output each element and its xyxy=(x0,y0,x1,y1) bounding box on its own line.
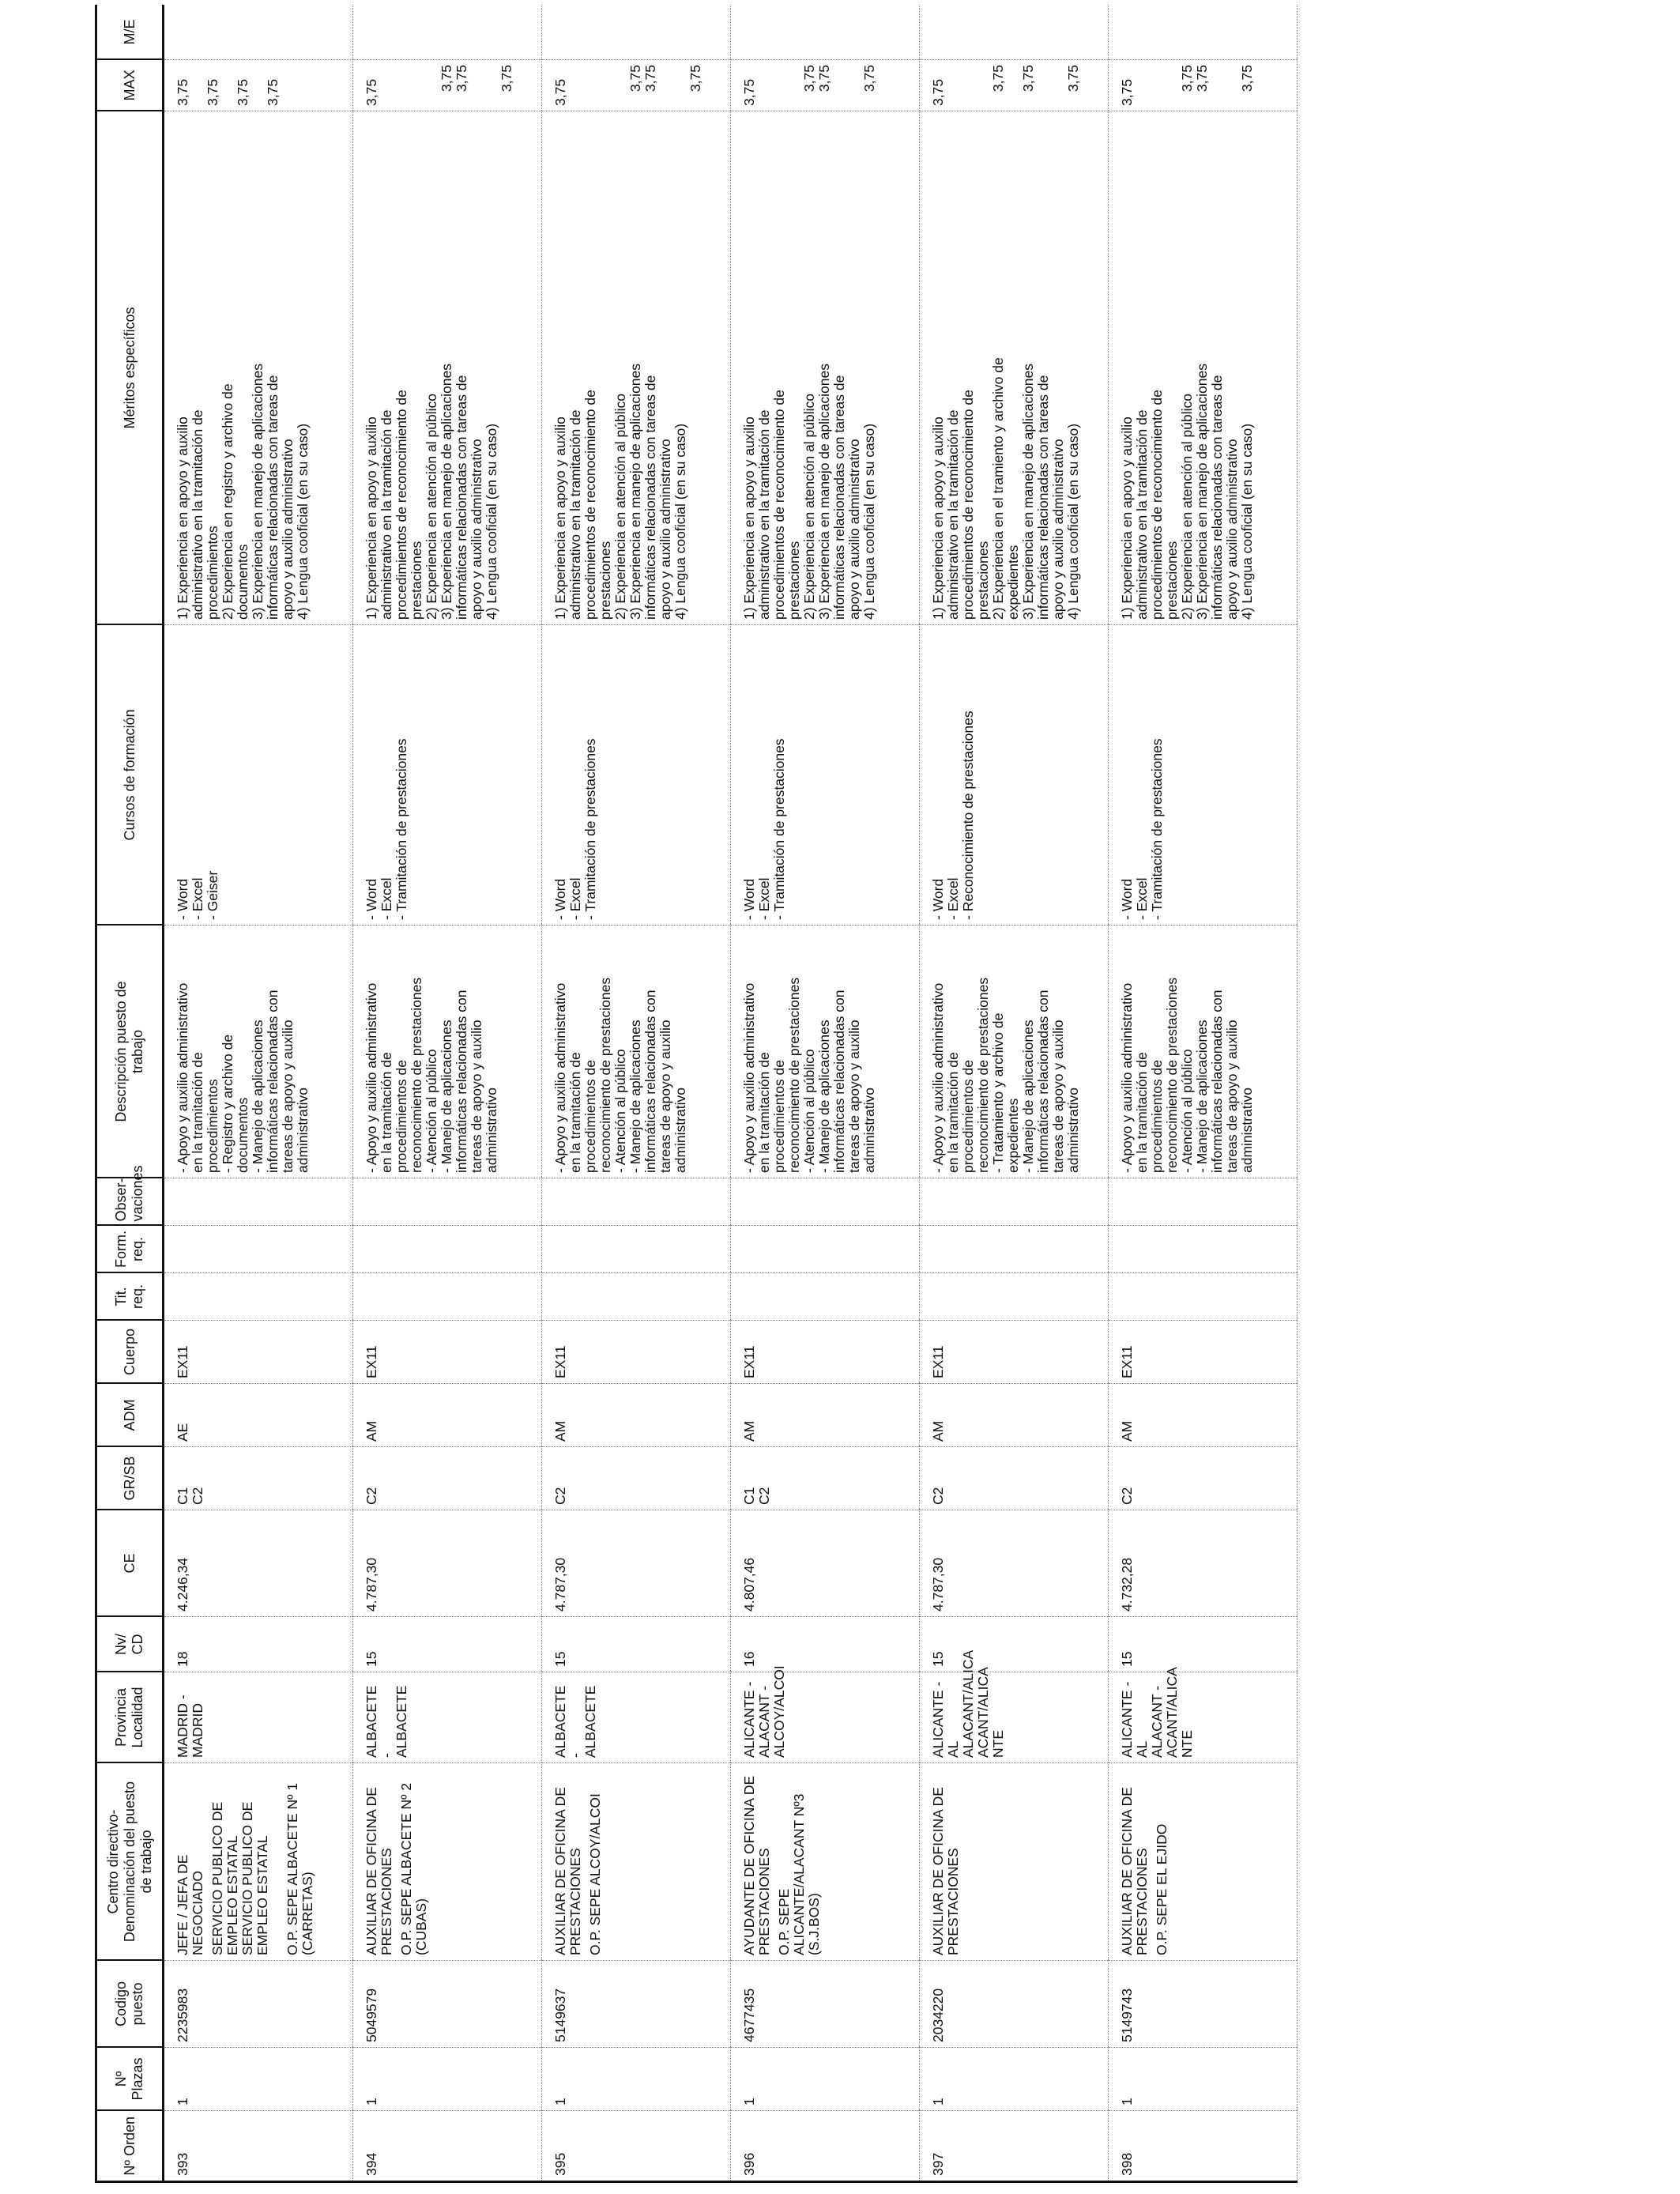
meritos-cell: 1) Experiencia en apoyo y auxilio administrativo en la tramitación de procedimientos de reconocimiento de prestaciones 2) Experiencia en el tramiento y archivo de expedientes 3) Experiencia en manejo de aplicaciones informáticas relacionadas con tareas de apoyo y auxilio administrativo 4) Lengua cooficial (en su caso) xyxy=(920,111,1109,625)
observaciones-cell xyxy=(353,1178,542,1226)
table-row xyxy=(1109,6,1298,2182)
col-descripcion-header: Descripción puesto de trabajo xyxy=(96,925,164,1178)
max-value: 3,75 xyxy=(1239,65,1255,92)
provincia-cell: ALICANTE - AL ALACANT/ALICA ACANT/ALICA NTE xyxy=(920,1672,1109,1763)
table-row xyxy=(353,6,542,2182)
adm-cell: AM xyxy=(1109,1384,1298,1447)
max-value: 3,75 xyxy=(1065,65,1081,92)
cuerpo-cell: EX11 xyxy=(1109,1321,1298,1384)
meritos-cell: 1) Experiencia en apoyo y auxilio administrativo en la tramitación de procedimientos de reconocimiento de prestaciones 2) Experiencia en atención al público 3) Experiencia en manejo de aplicaciones informáticas relacionadas con tareas de apoyo y auxilio administrativo 4) Lengua cooficial (en su caso) xyxy=(731,111,920,625)
cursos-cell: - Word - Excel - Tramitación de prestaciones xyxy=(1109,625,1298,925)
max-value: 3,75 xyxy=(454,65,469,92)
grupo-cell: C2 xyxy=(542,1447,731,1510)
centro-cell xyxy=(731,1763,920,1961)
grupo-cell: C2 xyxy=(920,1447,1109,1510)
centro-cell xyxy=(164,1763,353,1961)
centro-directivo: SERVICIO PUBLICO DE EMPLEO ESTATAL SERVICIO PUBLICO DE EMPLEO ESTATAL O.P. SEPE ALBACETE Nº 1 (CARRETAS) xyxy=(209,1782,315,1955)
max-value: 3,75 xyxy=(552,78,568,106)
rotated-table-frame xyxy=(95,6,1588,2183)
provincia-cell: ALBACETE - ALBACETE xyxy=(542,1672,731,1763)
puesto-name: AUXILIAR DE OFICINA DE PRESTACIONES xyxy=(930,1787,961,1955)
descripcion-cell: - Apoyo y auxilio administrativo en la tramitación de procedimientos de reconocimiento de prestaciones - Atención al público - Manejo de aplicaciones informáticas relacionadas con tareas de apoyo y auxilio administrativo xyxy=(1109,925,1298,1178)
orden-cell: 398 xyxy=(1109,2111,1298,2182)
centro-directivo: O.P. SEPE ALBACETE Nº 2 (CUBAS) xyxy=(398,1782,429,1955)
table-row xyxy=(731,6,920,2182)
max-cell xyxy=(1109,60,1298,111)
table-header-row xyxy=(96,6,164,2182)
adm-cell: AM xyxy=(731,1384,920,1447)
descripcion-cell: - Apoyo y auxilio administrativo en la tramitación de procedimientos de reconocimiento de prestaciones - Atención al público - Manejo de aplicaciones informáticas relacionadas con tareas de apoyo y auxilio administrativo xyxy=(731,925,920,1178)
meritos-cell: 1) Experiencia en apoyo y auxilio administrativo en la tramitación de procedimientos de reconocimiento de prestaciones 2) Experiencia en atención al público 3) Experiencia en manejo de aplicaciones informáticas relacionadas con tareas de apoyo y auxilio administrativo 4) Lengua cooficial (en su caso) xyxy=(1109,111,1298,625)
max-value: 3,75 xyxy=(1179,65,1195,92)
table-row xyxy=(920,6,1109,2182)
max-value: 3,75 xyxy=(642,65,658,92)
puesto-name: AUXILIAR DE OFICINA DE PRESTACIONES xyxy=(1119,1787,1150,1955)
codigo-cell: 5149743 xyxy=(1109,1961,1298,2048)
formacion-cell xyxy=(542,1226,731,1273)
observaciones-cell xyxy=(731,1178,920,1226)
titulacion-cell xyxy=(353,1273,542,1321)
max-value: 3,75 xyxy=(801,65,817,92)
formacion-cell xyxy=(353,1226,542,1273)
meritos-cell: 1) Experiencia en apoyo y auxilio administrativo en la tramitación de procedimientos de reconocimiento de prestaciones 2) Experiencia en atención al público 3) Experiencia en manejo de aplicaciones informáticas relacionadas con tareas de apoyo y auxilio administrativo 4) Lengua cooficial (en su caso) xyxy=(542,111,731,625)
descripcion-cell: - Apoyo y auxilio administrativo en la tramitación de procedimientos - Registro y archivo de documentos - Manejo de aplicaciones informáticas relacionadas con tareas de apoyo y auxilio administrativo xyxy=(164,925,353,1178)
table-row xyxy=(542,6,731,2182)
max-cell xyxy=(164,60,353,111)
grupo-cell: C1 C2 xyxy=(164,1447,353,1510)
formacion-cell xyxy=(1109,1226,1298,1273)
col-ce-header: CE xyxy=(96,1510,164,1617)
provincia-cell: ALBACETE - ALBACETE xyxy=(353,1672,542,1763)
plazas-cell: 1 xyxy=(164,2048,353,2111)
ce-cell: 4.787,30 xyxy=(920,1510,1109,1617)
col-orden-header: Nº Orden xyxy=(96,2111,164,2182)
col-nivel-header: Nv/ CD xyxy=(96,1617,164,1672)
nivel-cell: 15 xyxy=(353,1617,542,1672)
puesto-name: AUXILIAR DE OFICINA DE PRESTACIONES xyxy=(552,1787,583,1955)
meritos-cell: 1) Experiencia en apoyo y auxilio administrativo en la tramitación de procedimientos de reconocimiento de prestaciones 2) Experiencia en atención al público 3) Experiencia en manejo de aplicaciones informáticas relacionadas con tareas de apoyo y auxilio administrativo 4) Lengua cooficial (en su caso) xyxy=(353,111,542,625)
max-value: 3,75 xyxy=(861,65,877,92)
provincia-cell: ALICANTE - ALACANT - ALCOY/ALCOI xyxy=(731,1672,920,1763)
ce-cell: 4.807,46 xyxy=(731,1510,920,1617)
codigo-cell: 2235983 xyxy=(164,1961,353,2048)
col-titulacion-header: Tit. req. xyxy=(96,1273,164,1321)
descripcion-cell: - Apoyo y auxilio administrativo en la tramitación de procedimientos de reconocimiento de prestaciones - Atención al público - Manejo de aplicaciones informáticas relacionadas con tareas de apoyo y auxilio administrativo xyxy=(353,925,542,1178)
titulacion-cell xyxy=(164,1273,353,1321)
col-centro-header: Centro directivo- Denominación del puesto de trabajo xyxy=(96,1763,164,1961)
titulacion-cell xyxy=(731,1273,920,1321)
orden-cell: 397 xyxy=(920,2111,1109,2182)
max-value: 3,75 xyxy=(499,65,514,92)
table-row xyxy=(164,6,353,2182)
max-value: 3,75 xyxy=(990,65,1006,92)
col-max-header: MAX xyxy=(96,60,164,111)
positions-table xyxy=(95,6,1298,2184)
ce-cell: 4.787,30 xyxy=(353,1510,542,1617)
max-value: 3,75 xyxy=(1194,65,1210,92)
codigo-cell: 5049579 xyxy=(353,1961,542,2048)
max-value: 3,75 xyxy=(741,78,757,106)
max-value: 3,75 xyxy=(235,78,250,106)
me-cell xyxy=(731,6,920,60)
plazas-cell: 1 xyxy=(353,2048,542,2111)
puesto-name: AUXILIAR DE OFICINA DE PRESTACIONES xyxy=(363,1787,394,1955)
centro-directivo: O.P. SEPE ALICANTE/ALACANT Nº3 (S.J.BOS) xyxy=(776,1793,822,1955)
col-observaciones-header: Obser- vaciones xyxy=(96,1178,164,1226)
col-cuerpo-header: Cuerpo xyxy=(96,1321,164,1384)
me-cell xyxy=(542,6,731,60)
col-plazas-header: Nº Plazas xyxy=(96,2048,164,2111)
centro-cell xyxy=(1109,1763,1298,1961)
col-grupo-header: GR/SB xyxy=(96,1447,164,1510)
max-value: 3,75 xyxy=(1119,78,1135,106)
grupo-cell: C2 xyxy=(1109,1447,1298,1510)
max-value: 3,75 xyxy=(265,78,281,106)
cursos-cell: - Word - Excel - Tramitación de prestaciones xyxy=(731,625,920,925)
nivel-cell: 15 xyxy=(920,1617,1109,1672)
descripcion-cell: - Apoyo y auxilio administrativo en la tramitación de procedimientos de reconocimiento de prestaciones - Atención al público - Manejo de aplicaciones informáticas relacionadas con tareas de apoyo y auxilio administrativo xyxy=(542,925,731,1178)
col-me-header: M/E xyxy=(96,6,164,60)
ce-cell: 4.787,30 xyxy=(542,1510,731,1617)
nivel-cell: 18 xyxy=(164,1617,353,1672)
plazas-cell: 1 xyxy=(1109,2048,1298,2111)
centro-cell xyxy=(353,1763,542,1961)
formacion-cell xyxy=(731,1226,920,1273)
orden-cell: 395 xyxy=(542,2111,731,2182)
col-adm-header: ADM xyxy=(96,1384,164,1447)
me-cell xyxy=(353,6,542,60)
cuerpo-cell: EX11 xyxy=(542,1321,731,1384)
max-value: 3,75 xyxy=(930,78,946,106)
col-meritos-header: Méritos específicos xyxy=(96,111,164,625)
max-value: 3,75 xyxy=(816,65,832,92)
formacion-cell xyxy=(164,1226,353,1273)
centro-cell xyxy=(542,1763,731,1961)
col-formacion-header: Form. req. xyxy=(96,1226,164,1273)
cursos-cell: - Word - Excel - Geiser xyxy=(164,625,353,925)
max-cell xyxy=(731,60,920,111)
nivel-cell: 15 xyxy=(1109,1617,1298,1672)
cursos-cell: - Word - Excel - Reconocimiento de prestaciones xyxy=(920,625,1109,925)
centro-cell xyxy=(920,1763,1109,1961)
provincia-cell: MADRID - MADRID xyxy=(164,1672,353,1763)
adm-cell: AM xyxy=(542,1384,731,1447)
nivel-cell: 16 xyxy=(731,1617,920,1672)
orden-cell: 396 xyxy=(731,2111,920,2182)
col-provincia-header: Provincia Localidad xyxy=(96,1672,164,1763)
max-value: 3,75 xyxy=(627,65,643,92)
codigo-cell: 5149637 xyxy=(542,1961,731,2048)
titulacion-cell xyxy=(1109,1273,1298,1321)
cursos-cell: - Word - Excel - Tramitación de prestaciones xyxy=(353,625,542,925)
plazas-cell: 1 xyxy=(731,2048,920,2111)
orden-cell: 393 xyxy=(164,2111,353,2182)
adm-cell: AE xyxy=(164,1384,353,1447)
observaciones-cell xyxy=(920,1178,1109,1226)
observaciones-cell xyxy=(542,1178,731,1226)
observaciones-cell xyxy=(164,1178,353,1226)
grupo-cell: C2 xyxy=(353,1447,542,1510)
max-value: 3,75 xyxy=(363,78,379,106)
cuerpo-cell: EX11 xyxy=(353,1321,542,1384)
adm-cell: AM xyxy=(353,1384,542,1447)
cuerpo-cell: EX11 xyxy=(920,1321,1109,1384)
cuerpo-cell: EX11 xyxy=(164,1321,353,1384)
meritos-cell: 1) Experiencia en apoyo y auxilio administrativo en la tramitación de procedimientos 2) Experiencia en registro y archivo de documentos 3) Experiencia en manejo de aplicaciones informáticas relacionadas con tareas de apoyo y auxilio administrativo 4) Lengua cooficial (en su caso) xyxy=(164,111,353,625)
max-cell xyxy=(353,60,542,111)
centro-directivo: O.P. SEPE EL EJIDO xyxy=(1154,1823,1170,1955)
max-value: 3,75 xyxy=(1020,65,1036,92)
col-codigo-header: Codigo puesto xyxy=(96,1961,164,2048)
grupo-cell: C1 C2 xyxy=(731,1447,920,1510)
adm-cell: AM xyxy=(920,1384,1109,1447)
codigo-cell: 4677435 xyxy=(731,1961,920,2048)
plazas-cell: 1 xyxy=(542,2048,731,2111)
max-cell xyxy=(920,60,1109,111)
cursos-cell: - Word - Excel - Tramitación de prestaciones xyxy=(542,625,731,925)
nivel-cell: 15 xyxy=(542,1617,731,1672)
col-cursos-header: Cursos de formación xyxy=(96,625,164,925)
formacion-cell xyxy=(920,1226,1109,1273)
codigo-cell: 2034220 xyxy=(920,1961,1109,2048)
ce-cell: 4.732,28 xyxy=(1109,1510,1298,1617)
titulacion-cell xyxy=(920,1273,1109,1321)
observaciones-cell xyxy=(1109,1178,1298,1226)
me-cell xyxy=(1109,6,1298,60)
max-value: 3,75 xyxy=(175,78,190,106)
max-cell xyxy=(542,60,731,111)
provincia-cell: ALICANTE - AL ALACANT - ACANT/ALICA NTE xyxy=(1109,1672,1298,1763)
puesto-name: JEFE / JEFA DE NEGOCIADO xyxy=(175,1854,205,1955)
plazas-cell: 1 xyxy=(920,2048,1109,2111)
ce-cell: 4.246,34 xyxy=(164,1510,353,1617)
max-value: 3,75 xyxy=(205,78,220,106)
max-value: 3,75 xyxy=(687,65,703,92)
descripcion-cell: - Apoyo y auxilio administrativo en la tramitación de procedimientos de reconocimiento de prestaciones - Tratamiento y archivo de expedientes - Manejo de aplicaciones informáticas relacionadas con tareas de apoyo y auxilio administrativo xyxy=(920,925,1109,1178)
centro-directivo: O.P. SEPE ALCOY/ALCOI xyxy=(587,1793,603,1955)
titulacion-cell xyxy=(542,1273,731,1321)
orden-cell: 394 xyxy=(353,2111,542,2182)
max-value: 3,75 xyxy=(439,65,454,92)
puesto-name: AYUDANTE DE OFICINA DE PRESTACIONES xyxy=(741,1775,772,1955)
cuerpo-cell: EX11 xyxy=(731,1321,920,1384)
me-cell xyxy=(164,6,353,60)
me-cell xyxy=(920,6,1109,60)
